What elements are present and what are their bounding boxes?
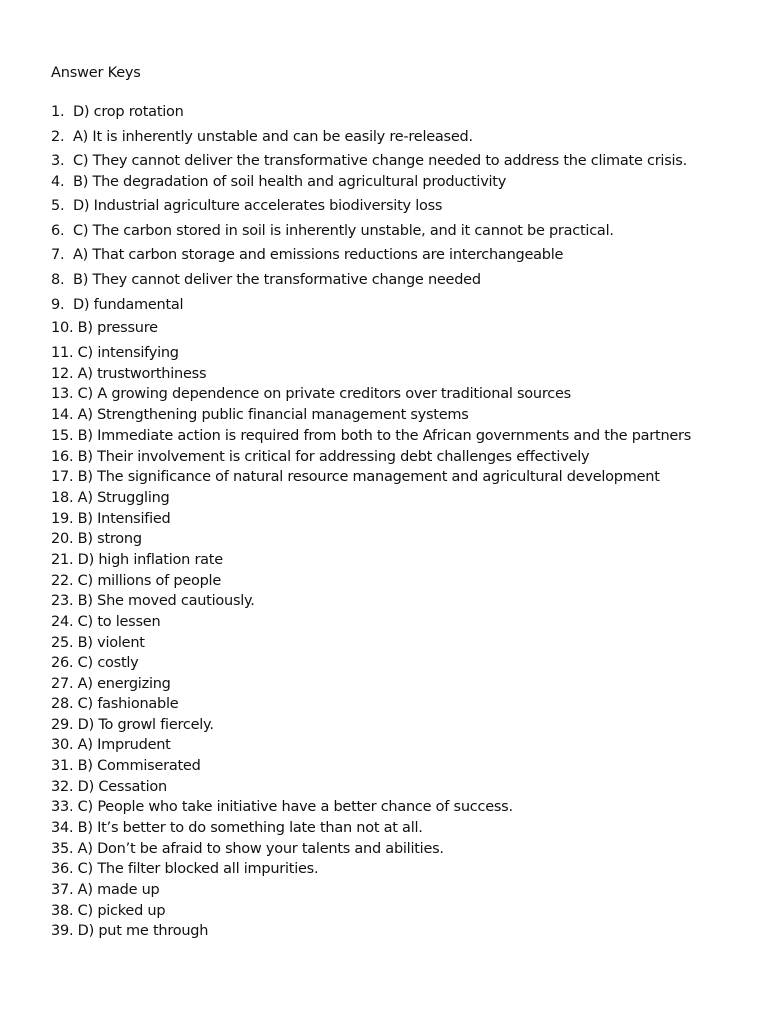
answer-item	[51, 592, 255, 610]
answer-item	[51, 798, 513, 816]
answer-number: 5.	[51, 198, 65, 214]
answer-number: 26.	[51, 655, 74, 671]
page-title: Answer Keys	[51, 65, 141, 81]
answer-number: 27.	[51, 676, 74, 692]
answer-number: 3.	[51, 153, 65, 169]
answer-number: 29.	[51, 717, 74, 733]
answer-item	[51, 448, 589, 466]
answer-item	[51, 296, 183, 314]
answer-item	[51, 365, 206, 383]
answer-item	[51, 271, 481, 289]
answer-item	[51, 510, 171, 528]
answer-text: C) picked up	[77, 903, 166, 919]
answer-number: 38.	[51, 903, 74, 919]
answer-text: B) Intensified	[77, 511, 171, 527]
answer-number: 11.	[51, 345, 74, 361]
answer-text: C) costly	[77, 655, 139, 671]
answer-number: 25.	[51, 635, 74, 651]
answer-item	[51, 819, 423, 837]
answer-text: D) Cessation	[77, 779, 167, 795]
answer-text: A) trustworthiness	[77, 366, 207, 382]
answer-item	[51, 572, 221, 590]
answer-item	[51, 860, 318, 878]
answer-text: C) fashionable	[77, 696, 179, 712]
answer-item	[51, 246, 563, 264]
answer-item	[51, 319, 158, 337]
answer-text: B) The significance of natural resource management and agricultural development	[77, 469, 660, 485]
answer-number: 30.	[51, 737, 74, 753]
answer-number: 4.	[51, 174, 65, 190]
answer-item	[51, 675, 171, 693]
answer-number: 6.	[51, 223, 65, 239]
answer-number: 32.	[51, 779, 74, 795]
answer-text: B) The degradation of soil health and agricultural productivity	[73, 174, 507, 190]
answer-text: C) A growing dependence on private creditors over traditional sources	[77, 386, 571, 402]
answer-number: 10.	[51, 320, 74, 336]
answer-number: 22.	[51, 573, 74, 589]
answer-item	[51, 736, 171, 754]
answer-number: 24.	[51, 614, 74, 630]
answer-item	[51, 530, 142, 548]
answer-item	[51, 128, 473, 146]
answer-item	[51, 489, 170, 507]
answer-item	[51, 654, 139, 672]
answer-number: 37.	[51, 882, 74, 898]
answer-text: A) Imprudent	[77, 737, 171, 753]
answer-number: 36.	[51, 861, 74, 877]
answer-text: B) Immediate action is required from both to the African governments and the partners	[77, 428, 692, 444]
answer-number: 28.	[51, 696, 74, 712]
answer-number: 7.	[51, 247, 65, 263]
answer-text: B) Their involvement is critical for addressing debt challenges effectively	[77, 449, 590, 465]
answer-item	[51, 757, 201, 775]
answer-number: 34.	[51, 820, 74, 836]
answer-text: A) Strengthening public financial management systems	[77, 407, 469, 423]
answer-text: A) That carbon storage and emissions reductions are interchangeable	[73, 247, 564, 263]
answer-item	[51, 695, 178, 713]
answer-item	[51, 427, 691, 445]
answer-number: 15.	[51, 428, 74, 444]
answer-text: D) crop rotation	[73, 104, 184, 120]
answer-text: C) to lessen	[77, 614, 161, 630]
answer-number: 16.	[51, 449, 74, 465]
answer-item	[51, 902, 165, 920]
answer-number: 2.	[51, 129, 65, 145]
answer-number: 8.	[51, 272, 65, 288]
answer-text: B) It’s better to do something late than not at all.	[77, 820, 423, 836]
answer-number: 23.	[51, 593, 74, 609]
answer-number: 14.	[51, 407, 74, 423]
answer-text: B) Commiserated	[77, 758, 201, 774]
answer-text: D) fundamental	[73, 297, 184, 313]
answer-text: B) pressure	[77, 320, 158, 336]
answer-item	[51, 173, 506, 191]
answer-number: 35.	[51, 841, 74, 857]
answer-item	[51, 881, 160, 899]
answer-item	[51, 222, 614, 240]
answer-text: A) It is inherently unstable and can be easily re-released.	[73, 129, 473, 145]
answer-item	[51, 613, 160, 631]
answer-item	[51, 468, 660, 486]
answer-item	[51, 197, 442, 215]
answer-item	[51, 551, 223, 569]
answer-text: D) Industrial agriculture accelerates biodiversity loss	[73, 198, 443, 214]
answer-number: 9.	[51, 297, 65, 313]
answer-item	[51, 406, 469, 424]
answer-text: B) strong	[77, 531, 142, 547]
answer-text: A) made up	[77, 882, 160, 898]
answer-number: 13.	[51, 386, 74, 402]
answer-number: 39.	[51, 923, 74, 939]
answer-number: 18.	[51, 490, 74, 506]
answer-item	[51, 152, 687, 170]
answer-text: B) She moved cautiously.	[77, 593, 255, 609]
answer-number: 17.	[51, 469, 74, 485]
answer-text: A) Don’t be afraid to show your talents and abilities.	[77, 841, 444, 857]
answer-number: 33.	[51, 799, 74, 815]
answer-item	[51, 344, 179, 362]
answer-number: 21.	[51, 552, 74, 568]
answer-item	[51, 778, 167, 796]
answer-text: C) People who take initiative have a better chance of success.	[77, 799, 513, 815]
answer-text: B) violent	[77, 635, 145, 651]
answer-text: D) high inflation rate	[77, 552, 223, 568]
answer-text: C) millions of people	[77, 573, 222, 589]
answer-number: 12.	[51, 366, 74, 382]
answer-number: 20.	[51, 531, 74, 547]
answer-number: 31.	[51, 758, 74, 774]
answer-item	[51, 840, 444, 858]
answer-text: B) They cannot deliver the transformative change needed	[73, 272, 481, 288]
answer-text: D) To growl fiercely.	[77, 717, 214, 733]
answer-item	[51, 385, 571, 403]
answer-number: 1.	[51, 104, 65, 120]
answer-text: C) The filter blocked all impurities.	[77, 861, 319, 877]
answer-item	[51, 634, 145, 652]
answer-text: C) The carbon stored in soil is inherently unstable, and it cannot be practical.	[73, 223, 614, 239]
answer-text: C) They cannot deliver the transformative change needed to address the climate crisis.	[73, 153, 687, 169]
answer-item	[51, 922, 208, 940]
answer-text: D) put me through	[77, 923, 209, 939]
answer-item	[51, 716, 214, 734]
answer-text: C) intensifying	[77, 345, 179, 361]
answer-text: A) energizing	[77, 676, 171, 692]
answer-number: 19.	[51, 511, 74, 527]
answer-text: A) Struggling	[77, 490, 170, 506]
answer-item	[51, 103, 184, 121]
